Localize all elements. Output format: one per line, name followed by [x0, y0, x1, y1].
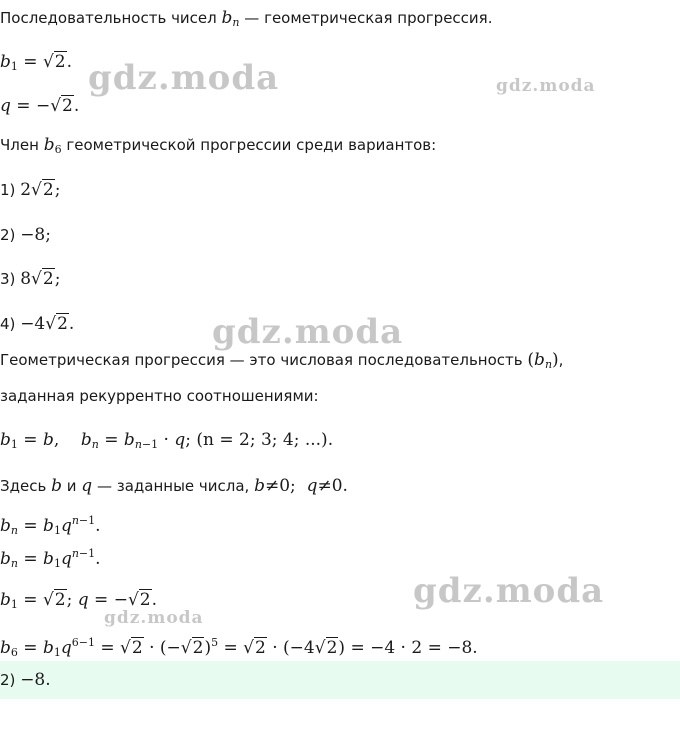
option-2: 2) −8;	[0, 225, 51, 245]
values-line: $b_1 = √2$; q = −√2.	[0, 590, 158, 611]
general-formula-2: $b_n = b_1q^{n-1}$.	[0, 547, 101, 570]
watermark: gdz.moda	[104, 608, 204, 628]
option-1: 1) 2√2;	[0, 180, 61, 200]
definition-line1: Геометрическая прогрессия — это числовая последовательность $(b_n)$,	[0, 350, 564, 371]
watermark: gdz.moda	[212, 312, 404, 352]
given-b1: $b_1 = √2$.	[0, 52, 73, 73]
intro-text: Последовательность чисел	[0, 9, 217, 27]
definition-line2: заданная рекуррентно соотношениями:	[0, 387, 319, 405]
option-3: 3) 8√2;	[0, 269, 61, 289]
given-q: q = −√2.	[0, 96, 80, 116]
intro-suffix: — геометрическая прогрессия.	[244, 9, 493, 27]
calculation-line: $b_6 = b_1q^{6-1} = √2 \cdot (-√2)^5 = √2 \cdot (-4√2) = -4 \cdot 2 = -8$.	[0, 636, 478, 659]
intro-line: Последовательность чисел $b_n$ — геометрическая прогрессия.	[0, 8, 493, 29]
answer-line: 2) −8.	[0, 670, 51, 690]
here-line: Здесь b и q — заданные числа, b≠0; q≠0.	[0, 476, 348, 496]
watermark: gdz.moda	[413, 571, 605, 611]
recurrence-formula: $b_1 = b$, $b_n = b_{n-1} \cdot q$; (n = 2; 3; 4; ...).	[0, 430, 334, 451]
general-formula-1: $b_n = b_1q^{n-1}$.	[0, 514, 101, 537]
watermark: gdz.moda	[496, 76, 596, 96]
answer-highlight	[0, 661, 680, 699]
question-line: Член $b_6$ геометрической прогрессии среди вариантов:	[0, 135, 437, 156]
option-4: 4) −4√2.	[0, 314, 75, 334]
watermark: gdz.moda	[88, 58, 280, 98]
